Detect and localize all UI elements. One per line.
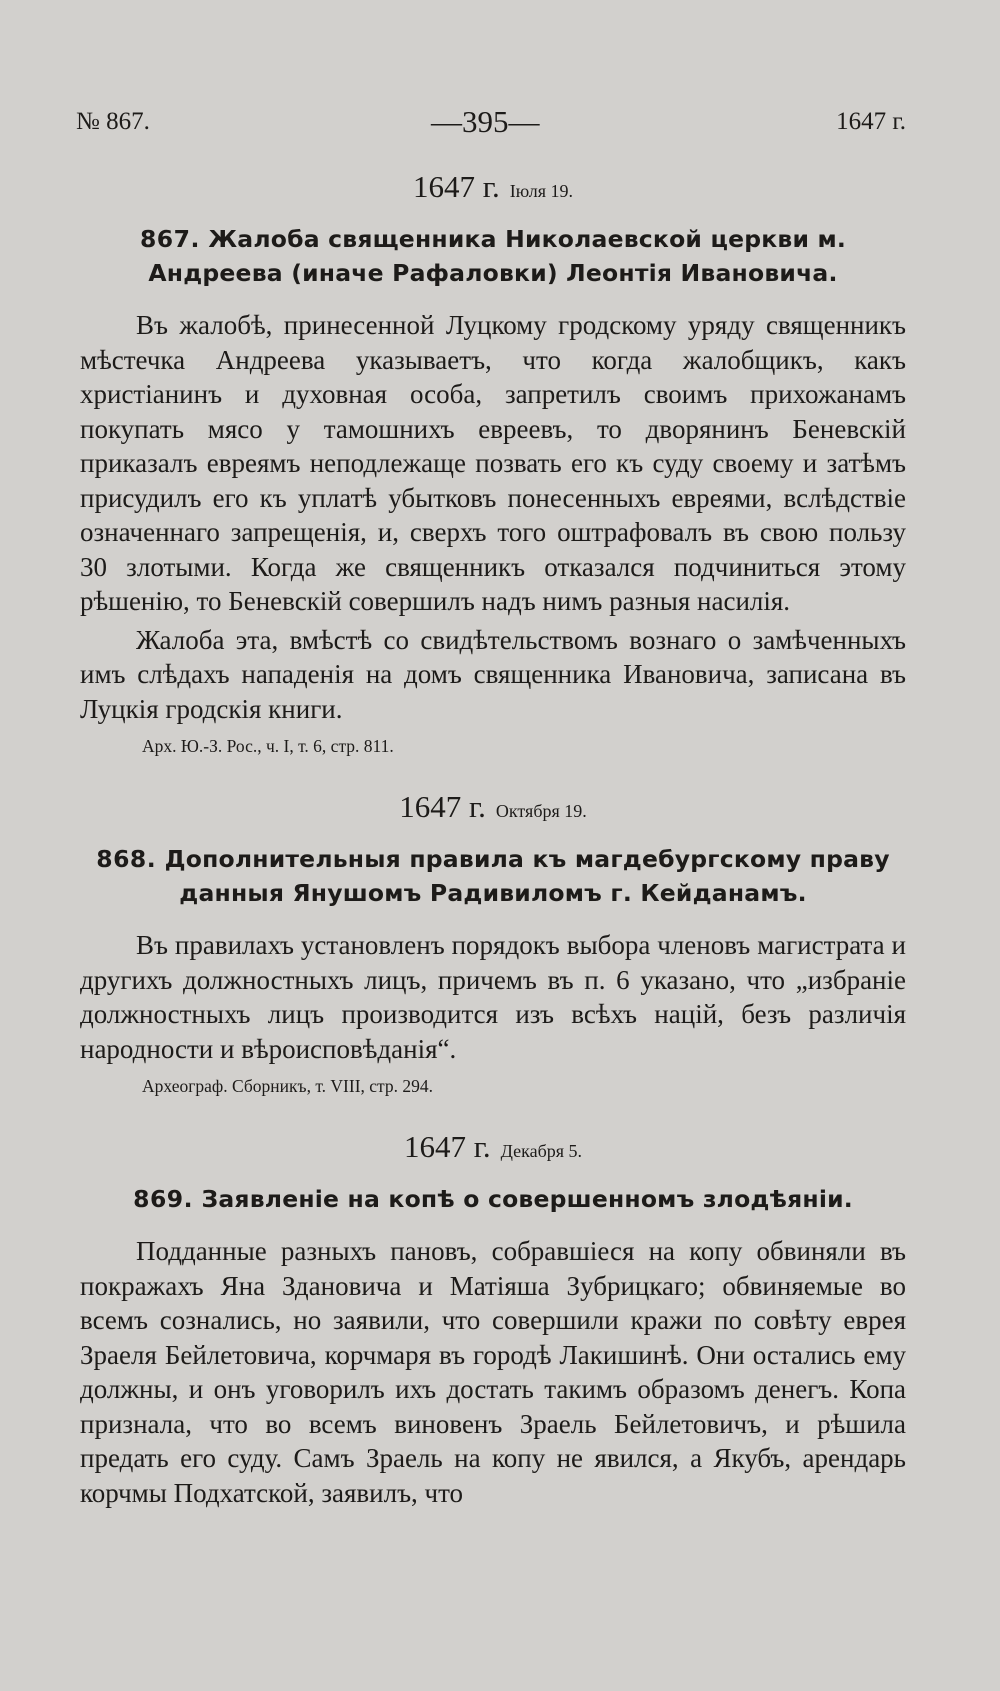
date-day: Декабря 5. [500,1141,583,1161]
entry-title: Дополнительныя правила къ магдебургскому праву данныя Янушомъ Радивиломъ г. Кейданамъ. [164,845,890,907]
entry-number: 869. [133,1185,194,1213]
entry-heading [80,222,906,290]
entry-paragraph: Жалоба эта, вмѣстѣ со свидѣтельствомъ вознаго о замѣченныхъ имъ слѣдахъ нападенія на домъ священника Ивановича, записана въ Луцкія гродскія книги. [80,624,906,724]
entry-title: Заявленіе на копѣ о совершенномъ злодѣяніи. [201,1185,853,1213]
entry-date [80,168,906,212]
entry-paragraph: Подданные разныхъ пановъ, собравшіеся на копу обвиняли въ покражахъ Яна Здановича и Матіяша Зубрицкаго; обвиняемые во всемъ сознались, но заявили, что совершили кражи по совѣту еврея Зраеля Бейлетовича, корчмаря въ городѣ Лакишинѣ. Они остались ему должны, и онъ уговорилъ ихъ достать такимъ образомъ денегъ. Копа признала, что во всемъ виновенъ Зраель Бейлетовичъ, и рѣшила предать его суду. Самъ Зраель на копу не явился, а Якубъ, арендарь корчмы Подхатской, заявилъ, что [80,1236,906,1508]
running-year: 1647 г. [836,108,906,135]
entry-number: 868. [96,845,157,873]
entry-paragraph: Въ жалобѣ, принесенной Луцкому гродскому уряду священникъ мѣстечка Андреева указываетъ, что когда жалобщикъ, какъ христіанинъ и духовная особа, запретилъ своимъ прихожанамъ покупать мясо у тамошнихъ евреевъ, то дворянинъ Беневскій приказалъ евреямъ неподлежаще позвать его къ суду своему и затѣмъ присудилъ его къ уплатѣ убытковъ понесенныхъ евреями, вслѣдствіе означеннаго запрещенія, и, сверхъ того оштрафовалъ въ свою пользу 30 злотыми. Когда же священникъ отказался подчиниться этому рѣшенію, то Беневскій совершилъ надъ нимъ разныя насилія. [80,310,906,616]
date-day: Октября 19. [495,801,587,821]
date-year: 1647 г. [399,789,486,824]
entry-heading [80,1182,906,1216]
entry-heading [80,842,906,910]
running-head [76,104,906,148]
page-number: —395— [431,104,540,139]
entry-date [80,788,906,832]
entry-date [80,1128,906,1172]
entry-paragraph: Въ правилахъ установленъ порядокъ выбора членовъ магистрата и другихъ должностныхъ лицъ, причемъ въ п. 6 указано, что „избраніе должностныхъ лицъ производится изъ всѣхъ націй, безъ различія народности и вѣроисповѣданія“. [80,930,906,1064]
entry-source: Арх. Ю.-З. Рос., ч. I, т. 6, стр. 811. [142,736,394,756]
entry-868 [80,788,906,1098]
entry-869 [80,1128,906,1510]
date-year: 1647 г. [413,169,500,204]
entry-source: Археограф. Сборникъ, т. VIII, стр. 294. [142,1076,434,1096]
date-day: Іюля 19. [509,181,573,201]
entry-867 [80,168,906,758]
entry-number: 867. [139,225,200,253]
document-number: № 867. [76,108,150,135]
date-year: 1647 г. [403,1129,491,1164]
page-content [80,168,906,1510]
entry-title: Жалоба священника Николаевской церкви м. Андреева (иначе Рафаловки) Леонтія Ивановича. [148,225,847,287]
